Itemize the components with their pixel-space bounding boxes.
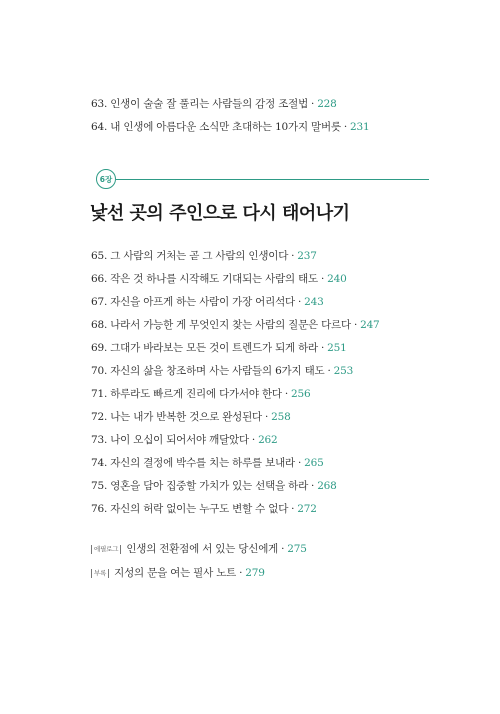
separator-dot: · [320, 273, 325, 285]
toc-entry-67 [91, 295, 324, 309]
entry-title: 76. 자신의 허락 없이는 누구도 변할 수 없다 [91, 503, 289, 515]
entry-page: 237 [297, 250, 317, 262]
entry-title: 70. 자신의 삶을 창조하며 사는 사람들의 6가지 태도 [91, 365, 325, 377]
chapter-badge: 6장 [96, 169, 116, 189]
entry-title: 75. 영혼을 담아 집중할 가치가 있는 선택을 하라 [91, 480, 309, 492]
entry-page: 258 [271, 411, 291, 423]
toc-entry-65 [91, 249, 317, 263]
entry-page: 231 [350, 121, 370, 133]
entry-page: 256 [291, 388, 311, 400]
toc-entry-76 [91, 502, 317, 516]
entry-title: 66. 작은 것 하나를 시작해도 기대되는 사람의 태도 [91, 273, 318, 285]
separator-dot: · [239, 567, 243, 579]
separator-dot: · [353, 319, 358, 331]
toc-entry-74 [91, 456, 324, 470]
entry-title: 인생의 전환점에 서 있는 당신에게 [126, 543, 279, 555]
separator-dot: · [291, 503, 295, 515]
toc-entry-63 [91, 97, 337, 111]
entry-title: 71. 하루라도 빠르게 진리에 다가서야 한다 [91, 388, 282, 400]
entry-title: 74. 자신의 결정에 박수를 치는 하루를 보내라 [91, 457, 295, 469]
separator-dot: · [284, 388, 289, 400]
entry-page: 265 [304, 457, 324, 469]
entry-title: 72. 나는 내가 반복한 것으로 완성된다 [91, 411, 262, 423]
separator-dot: · [343, 121, 348, 133]
entry-page: 243 [304, 296, 324, 308]
entry-title: 64. 내 인생에 아름다운 소식만 초대하는 10가지 말버릇 [91, 121, 341, 133]
separator-dot: · [291, 250, 295, 262]
entry-page: 253 [333, 365, 354, 377]
entry-title: 68. 나라서 가능한 게 무엇인지 찾는 사람의 질문은 다르다 [91, 319, 351, 331]
epilogue-tag: 에필로그 [91, 545, 121, 554]
separator-dot: · [311, 98, 315, 110]
toc-entry-69 [91, 341, 347, 355]
separator-dot: · [311, 480, 315, 492]
entry-title: 73. 나이 오십이 되어서야 깨달았다 [91, 434, 249, 446]
toc-entry-68 [91, 318, 380, 332]
toc-entry-66 [91, 272, 347, 286]
entry-page: 268 [317, 480, 337, 492]
toc-entry-appendix [91, 566, 265, 580]
separator-dot: · [297, 457, 302, 469]
separator-dot: · [297, 296, 302, 308]
entry-page: 262 [258, 434, 278, 446]
entry-title: 65. 그 사람의 거처는 곧 그 사람의 인생이다 [91, 250, 289, 262]
entry-page: 247 [360, 319, 380, 331]
toc-entry-72 [91, 410, 291, 424]
toc-entry-epilogue [91, 542, 307, 556]
separator-dot: · [320, 342, 325, 354]
entry-page: 279 [245, 567, 265, 579]
toc-entry-71 [91, 387, 310, 401]
toc-entry-70 [91, 364, 353, 378]
entry-title: 63. 인생이 술술 잘 풀리는 사람들의 감정 조절법 [91, 98, 309, 110]
entry-title: 69. 그대가 바라보는 모든 것이 트렌드가 되게 하라 [91, 342, 318, 354]
entry-page: 251 [327, 342, 347, 354]
toc-entry-64 [91, 120, 369, 134]
entry-page: 240 [327, 273, 347, 285]
toc-entry-73 [91, 433, 278, 447]
appendix-tag: 부록 [91, 569, 109, 578]
entry-title: 지성의 문을 여는 필사 노트 [114, 567, 237, 579]
toc-entry-75 [91, 479, 337, 493]
chapter-title: 낯선 곳의 주인으로 다시 태어나기 [90, 203, 350, 224]
chapter-rule [116, 179, 429, 180]
separator-dot: · [281, 543, 285, 555]
entry-page: 228 [317, 98, 337, 110]
separator-dot: · [327, 365, 331, 377]
separator-dot: · [251, 434, 256, 446]
entry-title: 67. 자신을 아프게 하는 사람이 가장 어리석다 [91, 296, 295, 308]
entry-page: 275 [287, 543, 307, 555]
separator-dot: · [265, 411, 269, 423]
entry-page: 272 [297, 503, 317, 515]
